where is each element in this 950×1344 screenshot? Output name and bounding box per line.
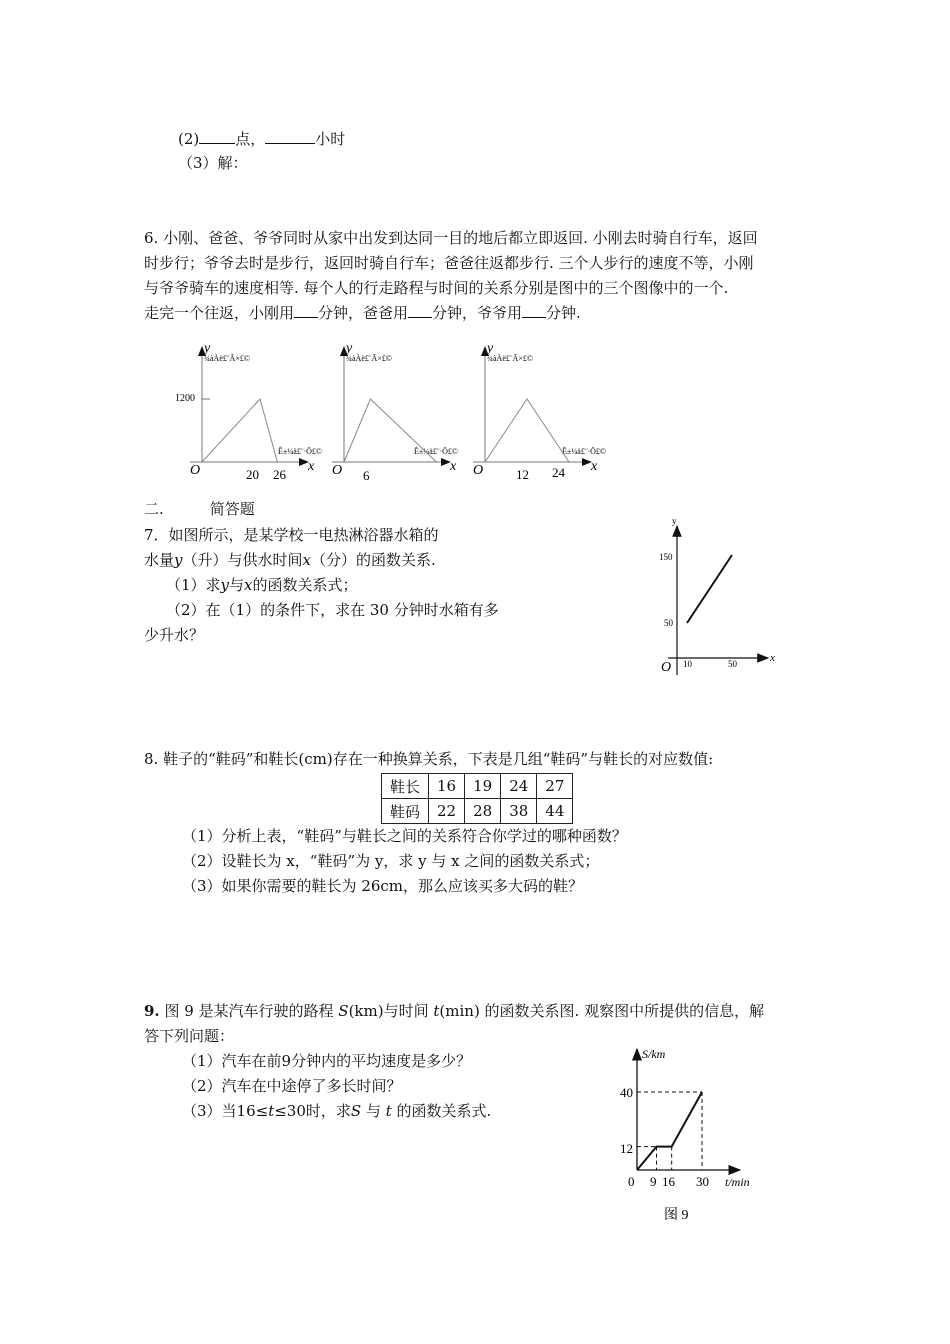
graph-1 xyxy=(175,341,322,482)
y-axis-label: y xyxy=(487,341,494,356)
var-s: S xyxy=(350,1102,362,1120)
figure-caption: 图 9 xyxy=(664,1208,689,1223)
y-tick-label: 150 xyxy=(659,552,673,562)
var-t: t xyxy=(433,1002,440,1020)
y-tick-label: 1200 xyxy=(175,393,195,404)
q8-sub-2: （2）设鞋长为 x，“鞋码”为 y，求 y 与 x 之间的函数关系式； xyxy=(182,852,600,870)
x-tick-label: 26 xyxy=(273,467,286,482)
q9-number: 9. xyxy=(144,1002,160,1020)
x-tick-label: 20 xyxy=(246,467,259,482)
y-axis-label: S/km xyxy=(642,1047,666,1061)
q9-sub-2: （2）汽车在中途停了多长时间？ xyxy=(182,1077,402,1095)
y-axis-caption: ¾àÀë£¨Ã×£© xyxy=(204,354,250,363)
x-tick-label: 12 xyxy=(516,467,529,482)
q8-subquestions xyxy=(182,824,852,899)
var-x: x xyxy=(244,576,253,594)
q6-graphs xyxy=(170,335,620,485)
table-cell: 28 xyxy=(465,799,501,824)
q7-text: （升）与供水时间 xyxy=(182,551,303,569)
x-tick-label: 24 xyxy=(552,465,565,480)
q5-text: 小时 xyxy=(315,130,346,148)
var-y: y xyxy=(174,551,183,569)
q6-text-line: 时步行；爷爷去时是步行，返回时骑自行车；爸爸往返都步行. 三个人步行的速度不等，小刚 xyxy=(144,254,754,272)
x-tick-label: 30 xyxy=(696,1174,709,1189)
y-axis-label: y xyxy=(672,516,677,526)
q6-text: 分钟，爸爸用 xyxy=(318,304,409,322)
q5-text: 点， xyxy=(235,130,266,148)
graph-2 xyxy=(332,341,458,483)
q6-text: 分钟，爷爷用 xyxy=(432,304,523,322)
table-header-cell: 鞋长 xyxy=(382,774,429,799)
q7-text-line: 7．如图所示，是某学校一电热淋浴器水箱的 xyxy=(144,526,439,544)
x-tick-label: 50 xyxy=(728,659,737,669)
q7-text: 与 xyxy=(229,576,245,594)
x-tick-label: 0 xyxy=(628,1174,635,1189)
table-cell: 38 xyxy=(501,799,537,824)
x-axis-caption: Ê±¼ä£¨·Ö£© xyxy=(562,447,607,456)
x-axis-label: x xyxy=(450,459,457,474)
y-axis-label: y xyxy=(204,341,211,356)
x-tick-label: 9 xyxy=(650,1174,657,1189)
q9-text: ≤30时，求 xyxy=(274,1102,351,1120)
x-axis-label: x xyxy=(591,459,598,474)
q5-answer-line-2 xyxy=(178,128,345,149)
q5-answer-line-3: （3）解： xyxy=(178,154,248,172)
table-header-cell: 鞋码 xyxy=(382,799,429,824)
q7-sub-2: （2）在（1）的条件下，求在 30 分钟时水箱有多 xyxy=(166,601,499,619)
q7-text: 的函数关系式； xyxy=(252,576,358,594)
var-t: t xyxy=(268,1102,275,1120)
graph-3 xyxy=(473,341,606,482)
section-number: 二. xyxy=(144,500,164,518)
var-y: y xyxy=(220,576,230,594)
graph-1-line xyxy=(202,399,277,462)
q6-text: 走完一个往返，小刚用 xyxy=(144,304,295,322)
q6-question xyxy=(144,226,814,326)
y-tick-label: 50 xyxy=(664,618,673,628)
q9-text-line: 答下列问题： xyxy=(144,1027,235,1045)
table-cell: 44 xyxy=(537,799,573,824)
y-tick-label: 40 xyxy=(620,1085,633,1100)
answer-blank[interactable] xyxy=(522,302,546,318)
q7-question xyxy=(144,523,544,648)
origin-label: O xyxy=(190,463,201,478)
q9-text: (km)与时间 xyxy=(348,1002,434,1020)
q9-sub-1: （1）汽车在前9分钟内的平均速度是多少？ xyxy=(182,1052,472,1070)
x-axis-caption: Ê±¼ä£¨·Ö£© xyxy=(278,447,323,456)
section-heading xyxy=(144,499,255,519)
x-axis-label: t/min xyxy=(725,1175,750,1189)
var-s: S xyxy=(338,1002,349,1020)
q7-sub-1 xyxy=(144,573,544,598)
distance-line xyxy=(637,1092,702,1170)
answer-blank[interactable] xyxy=(199,128,235,144)
x-axis-label: x xyxy=(770,652,775,664)
table-row xyxy=(382,799,573,824)
q8-sub-1: （1）分析上表，“鞋码”与鞋长之间的关系符合你学过的哪种函数？ xyxy=(182,827,627,845)
q7-text-line xyxy=(144,548,544,573)
shoe-table xyxy=(381,773,573,824)
y-tick-label: 12 xyxy=(620,1141,633,1156)
q8-sub-3: （3）如果你需要的鞋长为 26cm，那么应该买多大码的鞋？ xyxy=(182,877,584,895)
q9-text: 与 xyxy=(361,1102,386,1120)
q9-sub-3 xyxy=(182,1099,602,1124)
q9-text: (min) 的函数关系图. 观察图中所提供的信息，解 xyxy=(439,1002,765,1020)
table-cell: 22 xyxy=(429,799,465,824)
y-axis-caption: ¾àÀë£¨Ã×£© xyxy=(346,354,392,363)
table-cell: 24 xyxy=(501,774,537,799)
answer-blank[interactable] xyxy=(408,302,432,318)
section-title: 简答题 xyxy=(209,500,255,518)
x-tick-label: 10 xyxy=(683,659,692,669)
q9-text-line xyxy=(144,999,814,1024)
q6-text-line xyxy=(144,301,814,326)
water-line xyxy=(687,555,732,623)
q7-text: （分）的函数关系. xyxy=(310,551,436,569)
q9-text: 的函数关系式. xyxy=(391,1102,492,1120)
table-row xyxy=(382,774,573,799)
answer-blank[interactable] xyxy=(265,128,315,144)
x-axis-caption: Ê±¼ä£¨·Ö£© xyxy=(414,447,459,456)
q9-graph xyxy=(610,1045,770,1230)
table-cell: 19 xyxy=(465,774,501,799)
q6-text-line: 6. 小刚、爸爸、爷爷同时从家中出发到达同一目的地后都立即返回. 小刚去时骑自行车，返回 xyxy=(144,229,758,247)
y-axis-label: y xyxy=(346,341,353,356)
q7-sub-2-cont: 少升水？ xyxy=(144,626,205,644)
table-cell: 16 xyxy=(429,774,465,799)
x-tick-label: 6 xyxy=(363,468,370,483)
q9-text: （3）当16≤ xyxy=(182,1102,269,1120)
q6-text-line: 与爷爷骑车的速度相等. 每个人的行走路程与时间的关系分别是图中的三个图像中的一个. xyxy=(144,279,729,297)
answer-blank[interactable] xyxy=(294,302,318,318)
q7-text: 水量 xyxy=(144,551,175,569)
graph-3-line xyxy=(485,399,569,462)
q9-subquestions xyxy=(182,1049,602,1124)
q5-label-2: (2) xyxy=(178,130,200,148)
q7-text: （1）求 xyxy=(166,576,221,594)
q6-text: 分钟. xyxy=(546,304,581,322)
q7-graph xyxy=(640,510,790,675)
origin-label: O xyxy=(661,660,672,675)
origin-label: O xyxy=(332,463,343,478)
var-x: x xyxy=(302,551,311,569)
var-t: t xyxy=(385,1102,392,1120)
q8-question: 8. 鞋子的“鞋码”和鞋长(cm)存在一种换算关系，下表是几组“鞋码”与鞋长的对应数值: xyxy=(144,750,714,768)
table-cell: 27 xyxy=(537,774,573,799)
x-axis-label: x xyxy=(308,459,315,474)
q9-text: 图 9 是某汽车行驶的路程 xyxy=(159,1002,339,1020)
q9-question xyxy=(144,999,814,1049)
origin-label: O xyxy=(473,463,484,478)
y-axis-caption: ¾àÀë£¨Ã×£© xyxy=(487,354,533,363)
x-tick-label: 16 xyxy=(662,1174,675,1189)
